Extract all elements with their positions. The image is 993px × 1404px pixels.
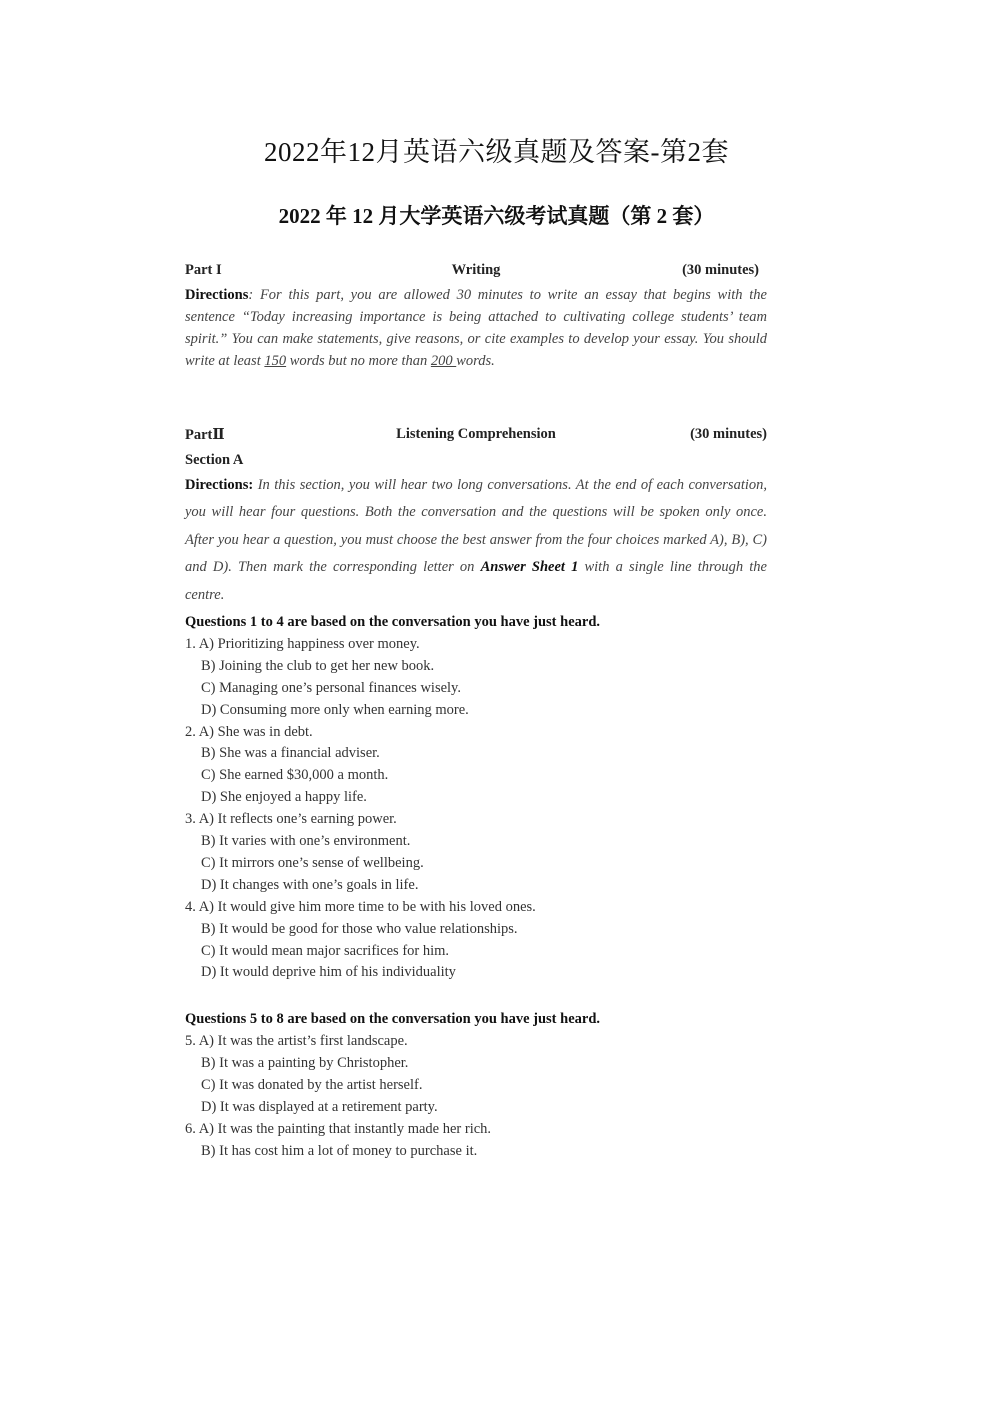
q4-option-b: B) It would be good for those who value relationships. [201,920,518,937]
question-group-1-heading: Questions 1 to 4 are based on the conversation you have just heard. [185,614,601,631]
question-group-1 [185,634,767,984]
part1-name: Writing [451,262,501,278]
q5-option-a: 5. A) It was the artist’s first landscape. [185,1033,408,1050]
q4-option-a: 4. A) It would give him more time to be with his loved ones. [185,898,536,915]
part2-directions-label: Directions: [185,477,254,493]
part1-directions-text-2: words but no more than [286,353,431,369]
q6-option-b: B) It has cost him a lot of money to purchase it. [201,1142,478,1159]
q3-option-c: C) It mirrors one’s sense of wellbeing. [201,854,424,871]
min-words: 150 [264,353,287,369]
q4-option-c: C) It would mean major sacrifices for him. [201,942,450,959]
part2-time: (30 minutes) [690,426,767,442]
q5-option-d: D) It was displayed at a retirement party. [201,1098,438,1115]
part2-name: Listening Comprehension [396,426,556,442]
q1-option-c: C) Managing one’s personal finances wisely. [201,679,461,696]
q3-option-b: B) It varies with one’s environment. [201,833,411,850]
exam-title: 2022 年 12 月大学英语六级考试真题（第 2 套） [278,204,715,228]
q4-option-d: D) It would deprive him of his individuality [201,964,456,981]
part1-directions [185,284,767,372]
question-group-2-heading: Questions 5 to 8 are based on the conversation you have just heard. [185,1011,601,1028]
q6-option-a: 6. A) It was the painting that instantly made her rich. [185,1120,492,1137]
q1-option-b: B) Joining the club to get her new book. [201,657,435,674]
part2-header [185,426,767,448]
part2-directions-text-2: with a single line through the centre. [185,559,767,603]
q1-option-a: 1. A) Prioritizing happiness over money. [185,636,420,653]
part1-label: Part I [185,262,222,278]
part1-header [185,262,767,284]
q5-option-b: B) It was a painting by Christopher. [201,1055,409,1072]
document-title: 2022年12月英语六级真题及答案-第2套 [264,137,729,167]
q2-option-a: 2. A) She was in debt. [185,723,313,740]
part2-label: PartⅡ [185,427,225,443]
q3-option-a: 3. A) It reflects one’s earning power. [185,811,397,828]
q2-option-c: C) She earned $30,000 a month. [201,767,389,784]
part1-directions-text-3: words. [456,353,495,369]
section-a-heading: Section A [185,452,244,468]
question-group-2 [185,1031,767,1162]
q2-option-d: D) She enjoyed a happy life. [201,789,367,806]
part1-directions-label: Directions [185,287,249,303]
q2-option-b: B) She was a financial adviser. [201,745,380,762]
q5-option-c: C) It was donated by the artist herself. [201,1077,423,1094]
part1-directions-text: : For this part, you are allowed 30 minutes to write an essay that begins with the sentence “Today increasing importance is being attached to cultivating college students’ team spirit.” You can make statements, give reasons, or cite examples to develop your essay. You should write at least [185,287,767,369]
max-words: 200 [430,353,457,369]
exam-content [185,262,767,1163]
q3-option-d: D) It changes with one’s goals in life. [201,876,419,893]
part2-directions [185,472,767,609]
part2-directions-text: In this section, you will hear two long conversations. At the end of each conversation, you will hear four questions. Both the conversation and the questions will be spoken only once. After you hear a question, you must choose the best answer from the four choices marked A), B), C) and D). Then mark the corresponding letter on [185,477,767,576]
q1-option-d: D) Consuming more only when earning more. [201,701,469,718]
answer-sheet-ref: Answer Sheet 1 [480,559,579,576]
part1-time: (30 minutes) [682,262,759,278]
